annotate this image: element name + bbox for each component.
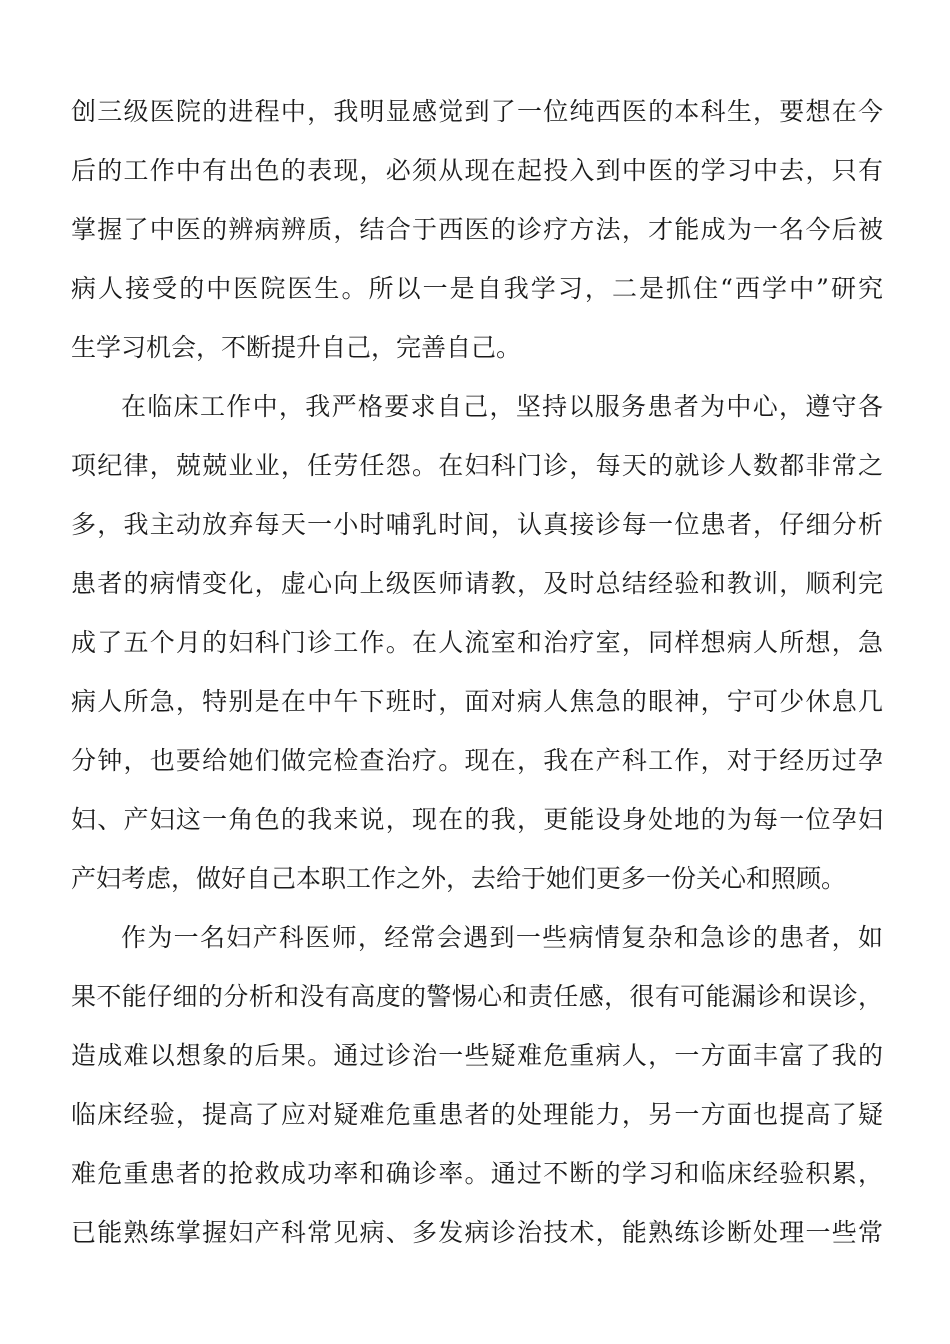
text-line: 项纪律，兢兢业业，任劳任怨。在妇科门诊，每天的就诊人数都非常之 xyxy=(71,451,883,480)
text-line: 难危重患者的抢救成功率和确诊率。通过不断的学习和临床经验积累， xyxy=(71,1159,883,1188)
text-line: 生学习机会，不断提升自己，完善自己。 xyxy=(71,333,522,362)
text-line: 成了五个月的妇科门诊工作。在人流室和治疗室，同样想病人所想，急 xyxy=(71,628,883,657)
text-line: 多，我主动放弃每天一小时哺乳时间，认真接诊每一位患者，仔细分析 xyxy=(71,510,883,539)
text-line: 临床经验，提高了应对疑难危重患者的处理能力，另一方面也提高了疑 xyxy=(71,1100,883,1129)
text-line: 果不能仔细的分析和没有高度的警惕心和责任感，很有可能漏诊和误诊， xyxy=(71,982,883,1011)
text-line: 后的工作中有出色的表现，必须从现在起投入到中医的学习中去，只有 xyxy=(71,156,883,185)
text-line: 病人所急，特别是在中午下班时，面对病人焦急的眼神，宁可少休息几 xyxy=(71,687,883,716)
text-line: 创三级医院的进程中，我明显感觉到了一位纯西医的本科生，要想在今 xyxy=(71,97,883,126)
paragraph-first-line: 作为一名妇产科医师，经常会遇到一些病情复杂和急诊的患者，如 xyxy=(121,923,883,952)
text-line: 分钟，也要给她们做完检查治疗。现在，我在产科工作，对于经历过孕 xyxy=(71,746,883,775)
text-line: 妇、产妇这一角色的我来说，现在的我，更能设身处地的为每一位孕妇 xyxy=(71,805,883,834)
text-line: 造成难以想象的后果。通过诊治一些疑难危重病人，一方面丰富了我的 xyxy=(71,1041,883,1070)
text-line: 掌握了中医的辨病辨质，结合于西医的诊疗方法，才能成为一名今后被 xyxy=(71,215,883,244)
paragraph-first-line: 在临床工作中，我严格要求自己，坚持以服务患者为中心，遵守各 xyxy=(121,392,883,421)
text-line: 产妇考虑，做好自己本职工作之外，去给于她们更多一份关心和照顾。 xyxy=(71,864,847,893)
text-line: 已能熟练掌握妇产科常见病、多发病诊治技术，能熟练诊断处理一些常 xyxy=(71,1218,883,1247)
text-line: 患者的病情变化，虚心向上级医师请教，及时总结经验和教训，顺利完 xyxy=(71,569,883,598)
text-line: 病人接受的中医院医生。所以一是自我学习，二是抓住“西学中”研究 xyxy=(71,274,883,303)
